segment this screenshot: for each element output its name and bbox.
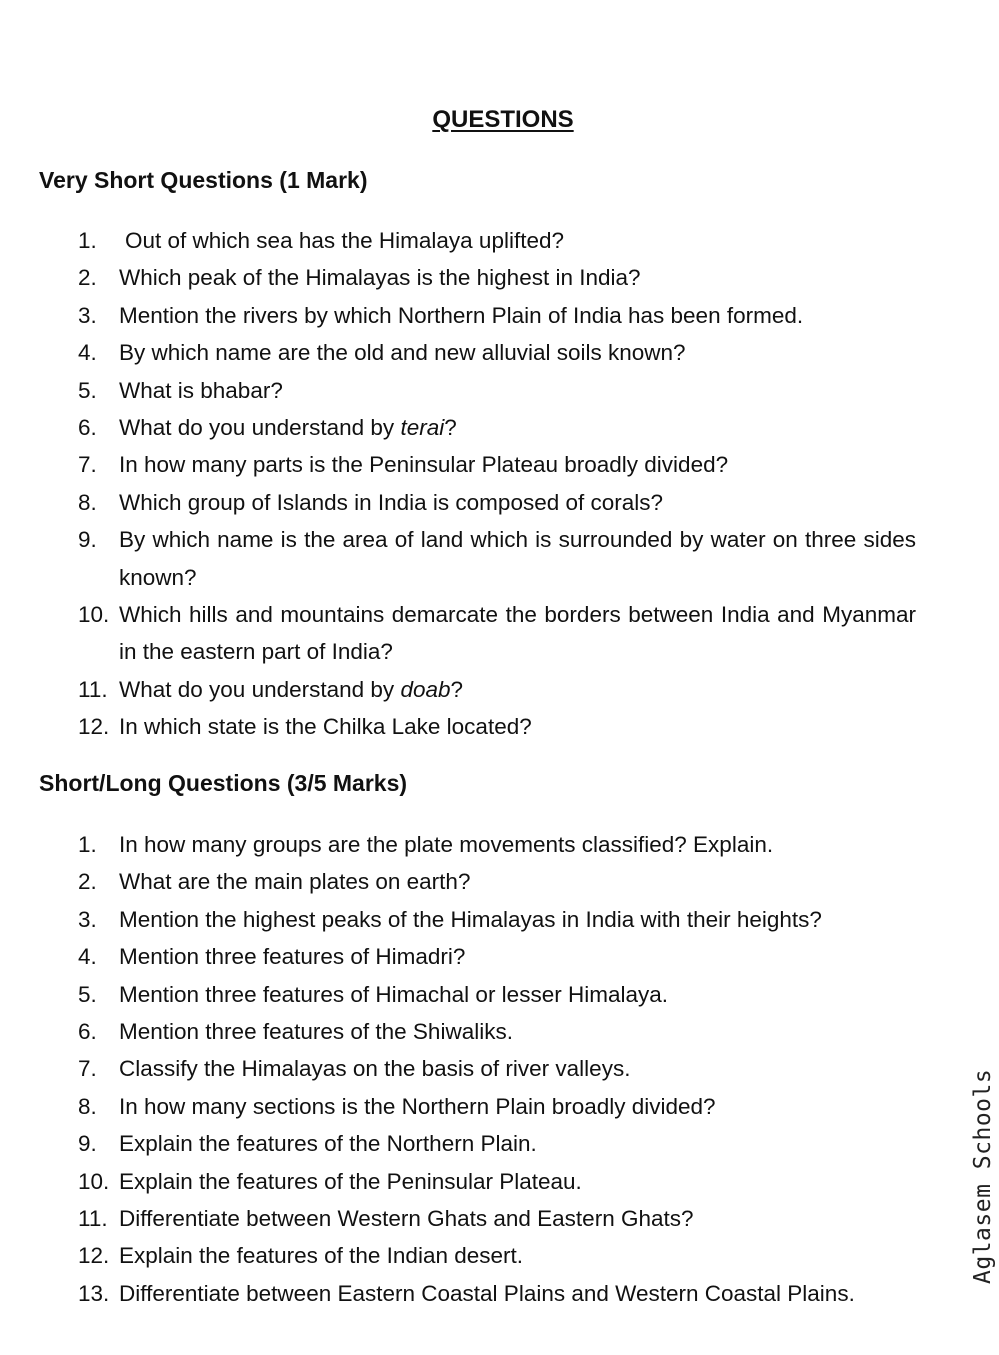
list-item (78, 409, 916, 446)
watermark: Aglasem Schools (970, 1068, 996, 1284)
question-number: 5. (78, 981, 97, 1007)
question-text: Classify the Himalayas on the basis of river valleys. (119, 1056, 631, 1082)
short-long-questions-list (78, 826, 916, 1312)
question-number: 4. (78, 944, 97, 970)
question-number: 9. (78, 527, 97, 553)
question-text: In how many parts is the Peninsular Plateau broadly divided? (119, 452, 729, 478)
question-text: Out of which sea has the Himalaya uplifted? (125, 228, 564, 253)
question-number: 9. (78, 1131, 97, 1157)
list-item (78, 222, 916, 259)
question-text (119, 409, 916, 446)
question-text-end: ? (450, 676, 464, 702)
question-text-start: What do you understand by (119, 415, 401, 441)
question-text: Which peak of the Himalayas is the highest in India? (119, 265, 641, 291)
question-text: What is bhabar? (119, 377, 283, 403)
list-item (78, 484, 916, 521)
question-text (119, 671, 916, 708)
question-number: 6. (78, 1019, 97, 1045)
list-item (78, 863, 916, 900)
italic-term-terai: terai (400, 415, 445, 441)
question-number: 10. (78, 1168, 110, 1194)
list-item (78, 901, 916, 938)
list-item (78, 297, 916, 334)
list-item (78, 334, 916, 371)
question-text: By which name are the old and new alluvial soils known? (119, 340, 686, 366)
question-number: 6. (78, 415, 97, 441)
question-text: By which name is the area of land which is surrounded by water on three sides known? (119, 527, 916, 590)
question-text: In how many sections is the Northern Plain broadly divided? (119, 1093, 716, 1119)
question-number: 3. (78, 906, 97, 932)
list-item (78, 1013, 916, 1050)
question-text: Which hills and mountains demarcate the borders between India and Myanmar in the eastern part of India? (119, 602, 916, 665)
question-number: 12. (78, 1243, 110, 1269)
list-item (78, 259, 916, 296)
list-item (78, 1088, 916, 1125)
question-number: 11. (78, 676, 108, 702)
list-item (78, 826, 916, 863)
question-text: Mention three features of Himachal or lesser Himalaya. (119, 981, 668, 1007)
question-text: Mention three features of Himadri? (119, 944, 466, 970)
list-item (78, 446, 916, 483)
question-number: 13. (78, 1280, 110, 1306)
question-text: Explain the features of the Northern Plain. (119, 1131, 537, 1157)
short-long-questions-heading: Short/Long Questions (3/5 Marks) (39, 770, 408, 796)
question-text: Which group of Islands in India is composed of corals? (119, 489, 664, 515)
question-number: 11. (78, 1206, 108, 1232)
question-number: 3. (78, 302, 97, 328)
question-text-end: ? (444, 415, 457, 441)
list-item (78, 1237, 916, 1274)
question-number: 10. (78, 602, 110, 628)
question-text: Differentiate between Eastern Coastal Plains and Western Coastal Plains. (119, 1280, 855, 1306)
list-item (78, 1275, 916, 1312)
question-number: 4. (78, 340, 97, 366)
question-number: 1. (78, 832, 97, 857)
question-text: Mention the highest peaks of the Himalayas in India with their heights? (119, 906, 822, 932)
question-text: Explain the features of the Indian desert. (119, 1243, 524, 1269)
list-item (78, 708, 916, 745)
question-text: Differentiate between Western Ghats and Eastern Ghats? (119, 1206, 694, 1232)
list-item (78, 1050, 916, 1087)
question-text: In which state is the Chilka Lake located? (119, 714, 532, 740)
question-number: 1. (78, 228, 97, 253)
list-item (78, 1125, 916, 1162)
list-item (78, 521, 916, 596)
question-text: What are the main plates on earth? (119, 869, 471, 895)
question-text: Mention three features of the Shiwaliks. (119, 1019, 513, 1045)
list-item (78, 938, 916, 975)
question-number: 5. (78, 377, 97, 403)
question-number: 7. (78, 452, 97, 478)
list-item (78, 671, 916, 708)
question-number: 7. (78, 1056, 97, 1082)
list-item (78, 1200, 916, 1237)
question-text: Explain the features of the Peninsular Plateau. (119, 1168, 582, 1194)
question-text-start: What do you understand by (119, 676, 401, 702)
list-item (78, 372, 916, 409)
very-short-questions-list (78, 222, 916, 746)
question-number: 2. (78, 869, 97, 895)
very-short-questions-heading: Very Short Questions (1 Mark) (39, 167, 368, 193)
question-text: In how many groups are the plate movements classified? Explain. (119, 832, 774, 857)
italic-term-doab: doab (400, 676, 451, 702)
question-number: 8. (78, 1093, 97, 1119)
question-number: 2. (78, 265, 97, 291)
question-number: 12. (78, 714, 110, 740)
question-number: 8. (78, 489, 97, 515)
page-title: QUESTIONS (432, 106, 574, 133)
list-item (78, 1163, 916, 1200)
list-item (78, 976, 916, 1013)
question-text: Mention the rivers by which Northern Plain of India has been formed. (119, 302, 804, 328)
list-item (78, 596, 916, 671)
